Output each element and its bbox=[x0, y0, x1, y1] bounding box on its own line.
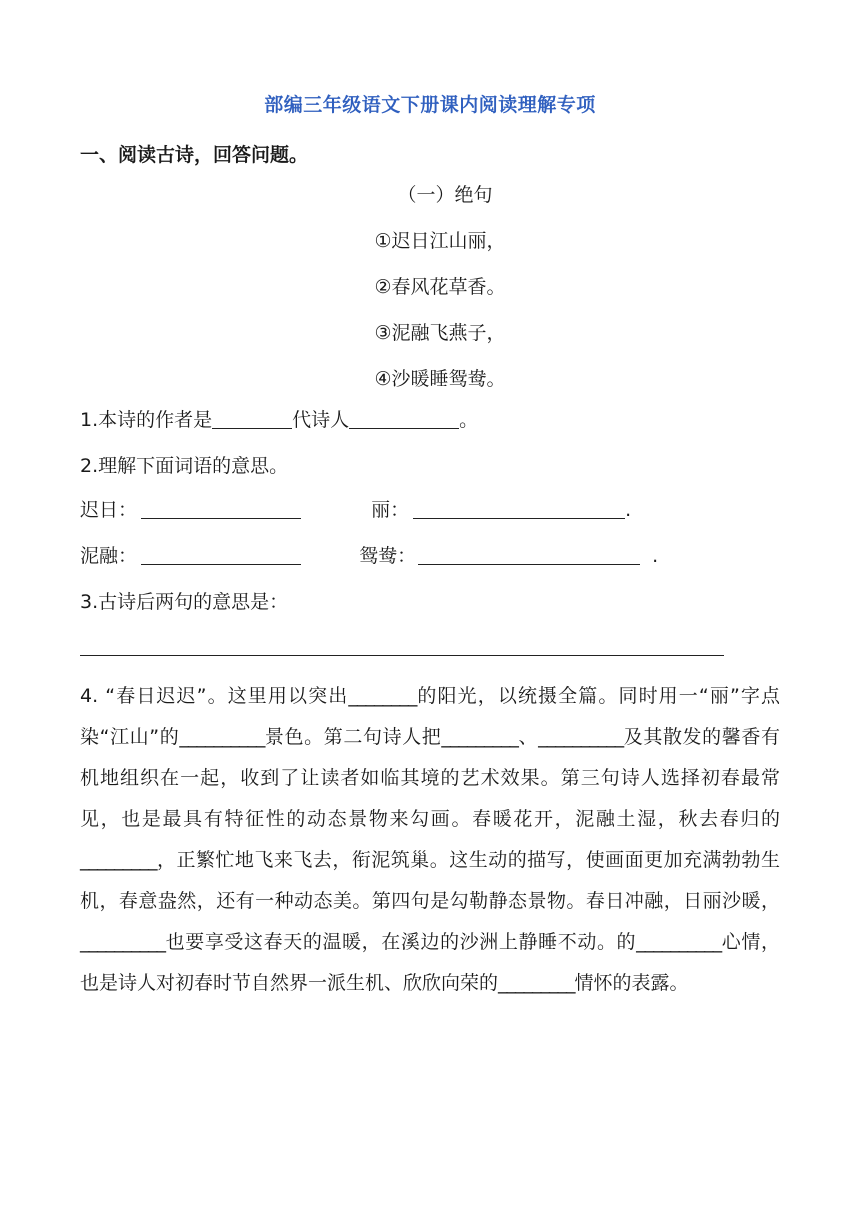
q1-poet-blank[interactable] bbox=[349, 406, 459, 429]
page-title: 部编三年级语文下册课内阅读理解专项 bbox=[264, 94, 596, 116]
q4-text-9: 情怀的表露。 bbox=[574, 972, 689, 994]
q4-blank-2[interactable]: __________ bbox=[179, 726, 265, 748]
q4-blank-8[interactable]: _________ bbox=[498, 972, 575, 994]
word-chiri: 迟日： bbox=[80, 499, 138, 521]
q4-blank-4[interactable]: __________ bbox=[538, 726, 624, 748]
word-nirong: 泥融： bbox=[80, 545, 138, 567]
q4-text-7: 也要享受这春天的温暖，在溪边的沙洲上静睡不动。的 bbox=[165, 931, 637, 953]
q4-blank-7[interactable]: __________ bbox=[636, 931, 722, 953]
q4-blank-5[interactable]: _________ bbox=[80, 849, 157, 871]
poem bbox=[0, 180, 860, 410]
q3-answer-blank[interactable] bbox=[80, 633, 566, 656]
q4-text-1: 4. “春日迟迟”。这里用以突出 bbox=[80, 685, 349, 707]
q1-text-1: 1.本诗的作者是 bbox=[80, 409, 213, 431]
q3-answer-tail-blank[interactable] bbox=[566, 633, 724, 656]
question-3-answer bbox=[80, 632, 724, 662]
q1-text-2: 代诗人 bbox=[292, 409, 350, 431]
q4-text-3: 景色。第二句诗人把 bbox=[264, 726, 442, 748]
q4-text-2: 的阳光，以统摄全篇。同时用一“丽”字点染“江山”的 bbox=[80, 685, 780, 748]
poem-line-4: ④沙暖睡鸳鸯。 bbox=[374, 368, 506, 390]
question-2-label: 2.理解下面词语的意思。 bbox=[80, 455, 289, 477]
q4-text-5: 及其散发的馨香有机地组织在一起，收到了让读者如临其境的艺术效果。第三句诗人选择初春最常见，也是最具有特征性的动态景物来勾画。春暖花开，泥融土湿，秋去春归的 bbox=[80, 726, 780, 830]
question-3-label: 3.古诗后两句的意思是： bbox=[80, 591, 289, 613]
nirong-blank[interactable] bbox=[141, 542, 301, 565]
question-1 bbox=[80, 405, 478, 435]
q1-text-3: 。 bbox=[459, 409, 479, 431]
poem-line-1: ①迟日江山丽， bbox=[374, 230, 506, 252]
li-end: . bbox=[625, 499, 632, 521]
yuanyang-blank-2[interactable] bbox=[518, 542, 640, 565]
yuanyang-end: . bbox=[652, 545, 659, 567]
yuanyang-blank-1[interactable] bbox=[418, 542, 518, 565]
question-4 bbox=[80, 676, 780, 1004]
poem-title: （一）绝句 bbox=[397, 184, 493, 206]
poem-line-2: ②春风花草香。 bbox=[374, 276, 506, 298]
q4-blank-1[interactable]: ________ bbox=[348, 685, 417, 707]
q4-text-6: ，正繁忙地飞来飞去，衔泥筑巢。这生动的描写，使画面更加充满勃勃生机，春意盎然，还有一种动态美。第四句是勾勒静态景物。春日冲融，日丽沙暖， bbox=[80, 849, 780, 912]
q4-blank-3[interactable]: _________ bbox=[441, 726, 518, 748]
section-heading: 一、阅读古诗，回答问题。 bbox=[80, 144, 309, 166]
poem-line-3: ③泥融飞燕子， bbox=[374, 322, 506, 344]
chiri-blank[interactable] bbox=[141, 496, 301, 519]
q4-text-8: 心情，也是诗人对初春时节自然界一派生机、欣欣向荣的 bbox=[80, 931, 780, 994]
q4-text-4: 、 bbox=[517, 726, 539, 748]
q1-dynasty-blank[interactable] bbox=[212, 406, 292, 429]
li-blank[interactable] bbox=[413, 496, 625, 519]
word-yuanyang: 鸳鸯： bbox=[359, 545, 417, 567]
q4-blank-6[interactable]: __________ bbox=[80, 931, 165, 953]
question-2-row-1 bbox=[80, 495, 780, 525]
question-2-row-2 bbox=[80, 541, 780, 571]
word-li: 丽： bbox=[371, 499, 410, 521]
